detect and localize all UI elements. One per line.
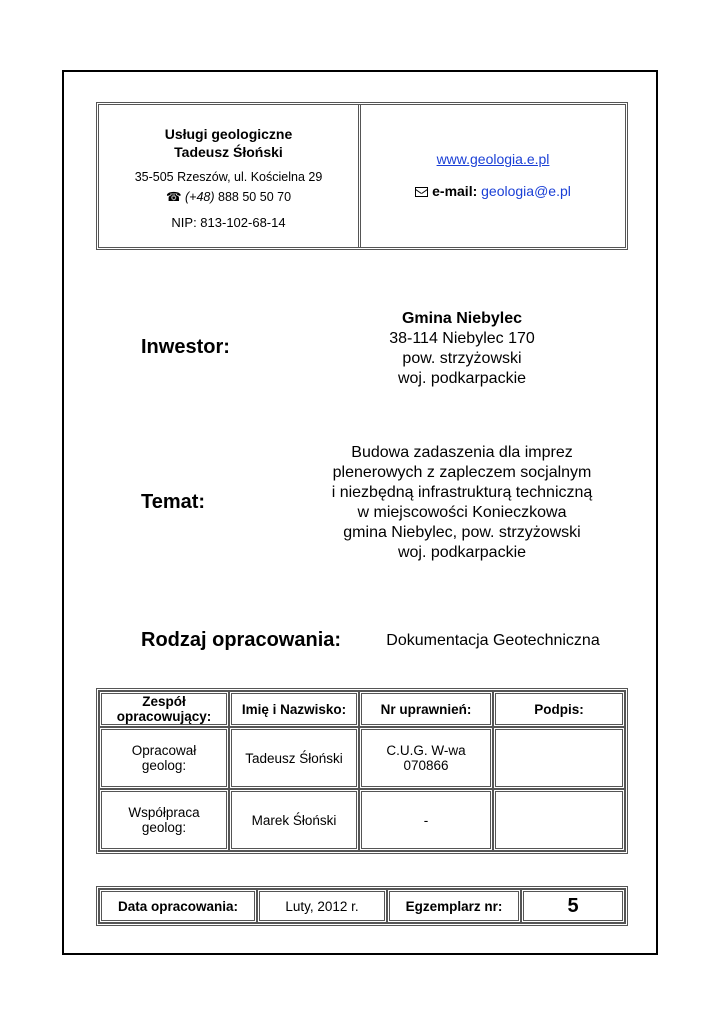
table-row xyxy=(99,789,625,851)
header-signature: Podpis: xyxy=(493,691,625,727)
copy-label: Egzemplarz nr: xyxy=(387,889,521,923)
email-line xyxy=(361,183,625,199)
role-cell: Współpraca geolog: xyxy=(99,789,229,851)
header-license: Nr uprawnień: xyxy=(359,691,493,727)
doc-type-label: Rodzaj opracowania: xyxy=(141,629,342,651)
phone-prefix: (+48) xyxy=(185,190,215,204)
doc-type-value: Dokumentacja Geotechniczna xyxy=(386,632,600,649)
company-name-line2: Tadeusz Śłoński xyxy=(174,144,283,160)
company-contact xyxy=(99,105,361,247)
copy-value: 5 xyxy=(521,889,625,923)
subject-line: w miejscowości Konieczkowa xyxy=(357,504,567,521)
envelope-icon xyxy=(415,187,428,197)
company-online xyxy=(361,105,625,247)
subject-line: woj. podkarpackie xyxy=(397,544,527,561)
email-label: e-mail: xyxy=(432,183,478,199)
investor-county: pow. strzyżowski xyxy=(402,350,522,367)
date-label: Data opracowania: xyxy=(99,889,257,923)
phone-number: 888 50 50 70 xyxy=(218,190,292,204)
investor-name: Gmina Niebylec xyxy=(401,310,523,327)
header-team: Zespół opracowujący: xyxy=(99,691,229,727)
company-address: 35-505 Rzeszów, ul. Kościelna 29 xyxy=(134,170,323,184)
company-name-line1: Usługi geologiczne xyxy=(164,126,293,142)
name-cell: Tadeusz Śłoński xyxy=(229,727,359,789)
role-cell: Opracował geolog: xyxy=(99,727,229,789)
investor-label: Inwestor: xyxy=(141,336,230,358)
name-cell: Marek Śłoński xyxy=(229,789,359,851)
investor-block xyxy=(348,309,576,389)
company-nip: NIP: 813-102-68-14 xyxy=(171,215,286,230)
table-header-row xyxy=(99,691,625,727)
signature-cell xyxy=(493,727,625,789)
subject-line: Budowa zadaszenia dla imprez xyxy=(351,444,573,461)
email-address[interactable]: geologia@e.pl xyxy=(481,183,571,199)
table-row xyxy=(99,727,625,789)
subject-label: Temat: xyxy=(141,491,206,513)
footer-row xyxy=(99,889,625,923)
subject-line: i niezbędną infrastrukturą techniczną xyxy=(331,484,593,501)
header-name: Imię i Nazwisko: xyxy=(229,691,359,727)
company-phone xyxy=(99,187,358,207)
license-cell: - xyxy=(359,789,493,851)
subject-block xyxy=(296,443,628,563)
footer-table xyxy=(96,886,628,926)
team-table xyxy=(96,688,628,854)
company-header xyxy=(96,102,628,250)
license-cell: C.U.G. W-wa 070866 xyxy=(359,727,493,789)
investor-address: 38-114 Niebylec 170 xyxy=(389,330,535,347)
phone-icon: ☎ xyxy=(165,190,182,204)
website-link[interactable]: www.geologia.e.pl xyxy=(436,151,550,167)
subject-line: gmina Niebylec, pow. strzyżowski xyxy=(343,524,581,541)
date-value: Luty, 2012 r. xyxy=(257,889,387,923)
signature-cell xyxy=(493,789,625,851)
investor-voivodeship: woj. podkarpackie xyxy=(397,370,527,387)
subject-line: plenerowych z zapleczem socjalnym xyxy=(332,464,592,481)
